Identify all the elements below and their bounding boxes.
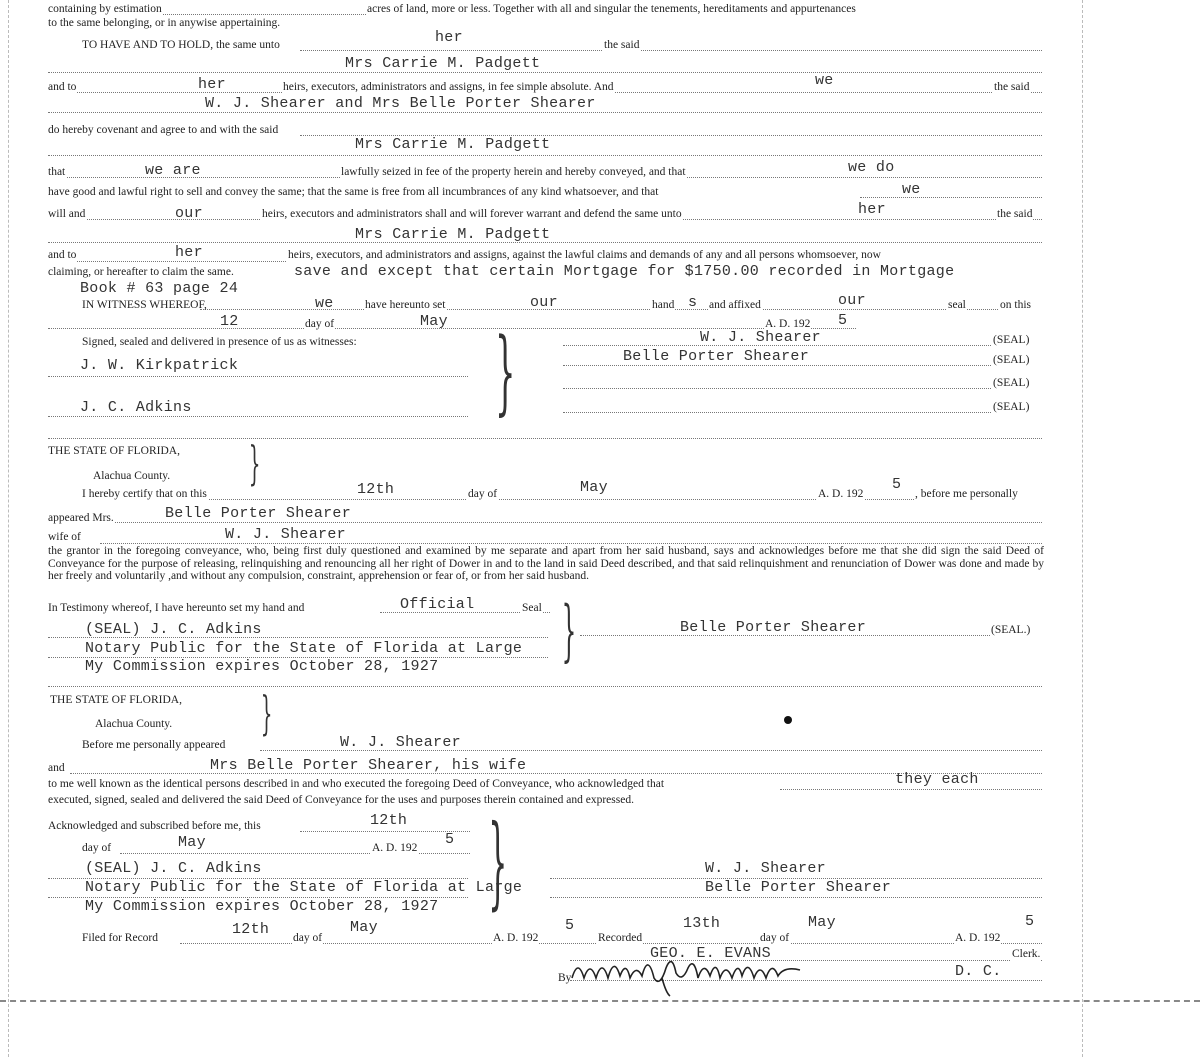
right-margin-line <box>1082 0 1083 1057</box>
typed-field: May <box>580 479 608 496</box>
printed-text: to me well known as the identical persons described in and who executed the foregoing Deed of Conveyance, who acknowledged that <box>48 778 665 790</box>
typed-field: D. C. <box>955 963 1002 980</box>
left-margin-line <box>8 0 9 1057</box>
signature-grantor: Belle Porter Shearer <box>623 348 810 365</box>
printed-text: IN WITNESS WHEREOF, <box>82 299 207 311</box>
typed-field: 12 <box>220 313 239 330</box>
grantor-names: W. J. Shearer and Mrs Belle Porter Shearer <box>205 95 596 112</box>
typed-field: her <box>435 29 463 46</box>
typed-field: May <box>350 919 378 936</box>
leader <box>48 416 468 417</box>
printed-text: the said <box>997 208 1033 220</box>
seal-label: (SEAL) <box>993 401 1030 413</box>
printed-text: day of <box>305 318 335 330</box>
leader <box>48 112 1042 113</box>
brace: } <box>561 592 577 669</box>
printed-text: wife of <box>48 531 81 543</box>
printed-text: do hereby covenant and agree to and with the said <box>48 124 279 136</box>
signature-grantor: W. J. Shearer <box>700 329 821 346</box>
deputy-clerk-signature <box>570 945 810 998</box>
printed-text: and <box>48 762 65 774</box>
leader <box>100 522 1042 523</box>
page-bottom-edge <box>0 1000 1200 1002</box>
printed-text: Filed for Record <box>82 932 159 944</box>
brace: } <box>260 686 273 740</box>
typed-field: our <box>838 292 866 309</box>
notary-commission: My Commission expires October 28, 1927 <box>85 658 439 675</box>
signature-grantor: Belle Porter Shearer <box>705 879 892 896</box>
printed-text: A. D. 192 <box>765 318 811 330</box>
mortgage-book: Book # 63 page 24 <box>80 280 239 297</box>
printed-text: and to <box>48 81 77 93</box>
printed-text: day of <box>468 488 498 500</box>
notary-commission: My Commission expires October 28, 1927 <box>85 898 439 915</box>
typed-field: 12th <box>232 921 270 938</box>
leader <box>48 376 468 377</box>
typed-field: her <box>198 76 226 93</box>
typed-field: 5 <box>1025 913 1035 930</box>
printed-text: appeared Mrs. <box>48 512 114 524</box>
mortgage-exception: save and except that certain Mortgage for $1750.00 recorded in Mortgage <box>294 263 955 280</box>
printed-text: TO HAVE AND TO HOLD, the same unto <box>82 39 280 51</box>
seal-label: (SEAL) <box>993 354 1030 366</box>
dower-paragraph: the grantor in the foregoing conveyance, who, being first duly questioned and examined by me separate and apart from her said husband, says and acknowledges before me that she did sign the said Deed of Conveyance for the purpose of releasing, relinquishing and renouncing all her right of Dower in and to the land in said Deed described, and that said relinquishment and renunciation of Dower was done and made by her freely and voluntarily ,and without any compulsion, constraint, apprehension or fear of, or from her said husband. <box>48 545 1044 582</box>
typed-field: we <box>815 72 834 89</box>
printed-text: In Testimony whereof, I have hereunto set my hand and <box>48 602 305 614</box>
printed-text: heirs, executors, administrators and assigns, in fee simple absolute. And <box>283 81 614 93</box>
signature-grantor: W. J. Shearer <box>705 860 826 877</box>
printed-text: on this <box>1000 299 1031 311</box>
typed-field: 5 <box>892 476 902 493</box>
state-heading: THE STATE OF FLORIDA, <box>50 694 182 706</box>
county-heading: Alachua County. <box>95 718 173 730</box>
brace: } <box>488 803 508 920</box>
leader <box>48 261 288 262</box>
printed-text: day of <box>760 932 790 944</box>
typed-field: our <box>175 205 203 222</box>
typed-field: her <box>175 244 203 261</box>
leader <box>780 789 1042 790</box>
leader <box>563 365 993 366</box>
typed-field: s <box>688 294 698 311</box>
typed-field: W. J. Shearer <box>340 734 461 751</box>
printed-text: that <box>48 166 66 178</box>
printed-text: have hereunto set <box>365 299 446 311</box>
printed-text: Before me personally appeared <box>82 739 226 751</box>
brace: } <box>495 318 516 425</box>
printed-text: the said <box>994 81 1030 93</box>
signature-grantor: Belle Porter Shearer <box>680 619 867 636</box>
printed-text: the said <box>604 39 640 51</box>
leader <box>48 72 1042 73</box>
leader <box>300 50 1042 51</box>
typed-field: Mrs Belle Porter Shearer, his wife <box>210 757 527 774</box>
typed-field: 5 <box>838 312 848 329</box>
seal-label: (SEAL.) <box>991 624 1031 636</box>
printed-text: day of <box>293 932 323 944</box>
typed-field: 12th <box>370 812 408 829</box>
printed-text: Clerk. <box>1012 948 1041 960</box>
printed-text: containing by estimation <box>48 3 162 15</box>
leader <box>563 388 993 389</box>
leader <box>100 543 1042 544</box>
brace: } <box>248 436 261 490</box>
typed-field: 13th <box>683 915 721 932</box>
section-divider <box>48 686 1042 687</box>
typed-field: Belle Porter Shearer <box>165 505 352 522</box>
section-divider <box>48 438 1042 439</box>
printed-text: Acknowledged and subscribed before me, this <box>48 820 261 832</box>
leader <box>550 897 1042 898</box>
printed-text: heirs, executors, and administrators and assigns, against the lawful claims and demands of any and all persons whomsoever, now <box>288 249 881 261</box>
notary-title: Notary Public for the State of Florida at Large <box>85 879 523 896</box>
typed-field: we are <box>145 162 201 179</box>
printed-text: and to <box>48 249 77 261</box>
stray-dot <box>784 716 792 724</box>
printed-text: and affixed <box>709 299 761 311</box>
printed-text: lawfully seized in fee of the property herein and hereby conveyed, and that <box>341 166 686 178</box>
printed-text: to the same belonging, or in anywise appertaining. <box>48 17 281 29</box>
printed-text: Recorded <box>598 932 643 944</box>
seal-label: (SEAL) <box>993 377 1030 389</box>
printed-text: A. D. 192 <box>818 488 864 500</box>
typed-field: 5 <box>565 917 575 934</box>
printed-text: will and <box>48 208 86 220</box>
printed-text: A. D. 192 <box>955 932 1001 944</box>
printed-text: A. D. 192 <box>372 842 418 854</box>
printed-text: By <box>558 972 572 984</box>
typed-field: our <box>530 294 558 311</box>
typed-field: we do <box>848 159 895 176</box>
grantee-name: Mrs Carrie M. Padgett <box>355 226 551 243</box>
printed-text: Signed, sealed and delivered in presence of us as witnesses: <box>82 336 357 348</box>
leader <box>200 499 920 500</box>
leader <box>48 155 1042 156</box>
seal-label: (SEAL) <box>993 334 1030 346</box>
grantee-name: Mrs Carrie M. Padgett <box>345 55 541 72</box>
county-heading: Alachua County. <box>93 470 171 482</box>
typed-field: May <box>808 914 836 931</box>
state-heading: THE STATE OF FLORIDA, <box>48 445 180 457</box>
notary-signature: (SEAL) J. C. Adkins <box>85 860 262 877</box>
notary-title: Notary Public for the State of Florida at Large <box>85 640 523 657</box>
clerk-name: GEO. E. EVANS <box>650 945 771 962</box>
typed-field: W. J. Shearer <box>225 526 346 543</box>
grantee-name: Mrs Carrie M. Padgett <box>355 136 551 153</box>
leader <box>563 412 993 413</box>
printed-text: heirs, executors and administrators shall and will forever warrant and defend the same unto <box>262 208 682 220</box>
typed-field: we <box>902 181 921 198</box>
printed-text: acres of land, more or less. Together with all and singular the tenements, hereditaments and appurtenances <box>367 3 856 15</box>
printed-text: executed, signed, sealed and delivered the said Deed of Conveyance for the uses and purposes therein contained and expressed. <box>48 794 634 806</box>
typed-field: May <box>178 834 206 851</box>
typed-field: we <box>315 295 334 312</box>
printed-text: , before me personally <box>915 488 1018 500</box>
witness-name: J. C. Adkins <box>80 399 192 416</box>
typed-field: 5 <box>445 831 455 848</box>
printed-text: hand <box>652 299 675 311</box>
typed-field: her <box>858 201 886 218</box>
printed-text: I hereby certify that on this <box>82 488 207 500</box>
printed-text: Seal <box>522 602 542 614</box>
notary-signature: (SEAL) J. C. Adkins <box>85 621 262 638</box>
printed-text: seal <box>948 299 966 311</box>
typed-field: Official <box>400 596 475 613</box>
typed-field: 12th <box>357 481 395 498</box>
typed-field: May <box>420 313 448 330</box>
printed-text: day of <box>82 842 112 854</box>
leader <box>860 197 1042 198</box>
printed-text: A. D. 192 <box>493 932 539 944</box>
typed-field: they each <box>895 771 979 788</box>
printed-text: have good and lawful right to sell and convey the same; that the same is free from all incumbrances of any kind whatsoever, and that <box>48 186 659 198</box>
witness-name: J. W. Kirkpatrick <box>80 357 239 374</box>
printed-text: claiming, or hereafter to claim the same. <box>48 266 234 278</box>
